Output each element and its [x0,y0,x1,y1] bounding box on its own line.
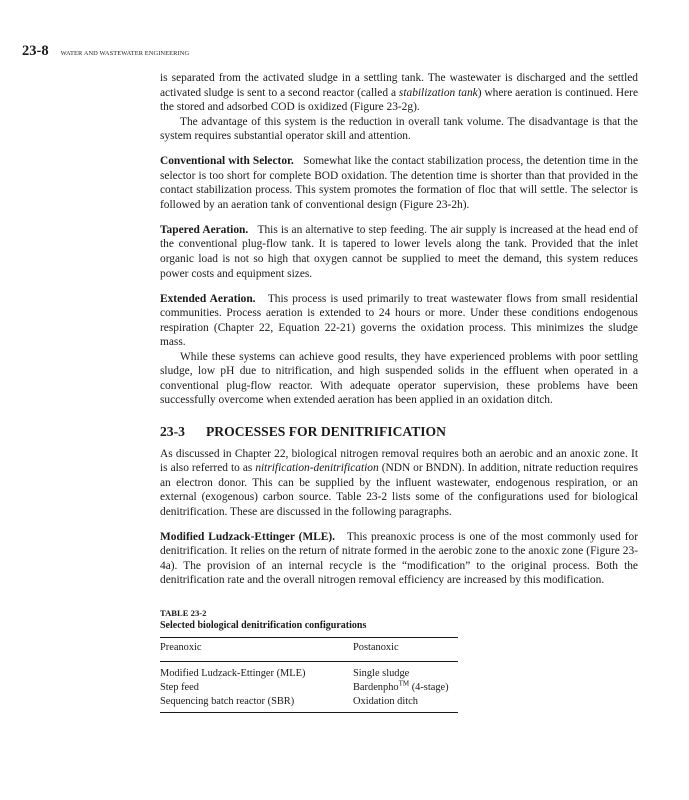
run-in-heading: Tapered Aeration. [160,223,249,236]
trademark-mark: TM [398,679,410,688]
column-header: Postanoxic [353,641,399,653]
run-in-heading: Modified Ludzack-Ettinger (MLE). [160,530,336,543]
table-row [160,681,458,695]
table-cell: Single sludge [353,667,410,679]
run-in-heading: Conventional with Selector. [160,155,294,168]
section-number: 23-3 [160,423,185,439]
table-cell: Bardenpho™ (4-stage) [353,679,449,693]
table-cell: Sequencing batch reactor (SBR) [160,695,295,707]
run-in-heading: Extended Aeration. [160,292,256,305]
paragraph: While these systems can achieve good results, they have experienced problems with poor settling sludge, low pH due to nitrification, and high suspended solids in the effluent when operated in a conventional plug-flow reactor. With adequate operator supervision, these problems have been successfully overcome when extended aeration has been applied in an oxidation ditch. [160,350,638,407]
paragraph-conventional-selector: Conventional with Selector. Somewhat like the contact stabilization process, the detention time in the selector is too short for complete BOD oxidation. The detention time is shorter than that provided in the contact stabilization process. This system promotes the formation of floc that will settle. The selector is followed by an aeration tank of conventional design (Figure 23-2h). [160,155,639,211]
denitrification-table [160,637,458,713]
column-header: Preanoxic [160,641,202,653]
paragraph-mle: Modified Ludzack-Ettinger (MLE). This preanoxic process is one of the most commonly used for denitrification. It relies on the return of nitrate formed in the aerobic zone to the anoxic zone (Figure 23-4a). The provision of an internal recycle is the “modification” to the original process. Both the denitrification rate and the overall nitrogen removal efficiency are increased by this modification. [160,530,638,587]
section-heading [160,425,638,440]
table-cell: Step feed [160,681,199,693]
section-title: PROCESSES FOR DENITRIFICATION [206,423,446,439]
table-header-row [160,637,458,661]
paragraph-extended-aeration: Extended Aeration. This process is used primarily to treat wastewater flows from small residential communities. Process aeration is extended to 24 hours or more. Under these conditions endogenous respiration (Chapter 22, Equation 22-21) governs the oxidation process. This minimizes the sludge mass. [160,292,639,349]
emphasis-term: nitrification-denitrification [255,462,379,475]
table-row [160,695,458,713]
paragraph-tapered-aeration: Tapered Aeration. This is an alternative to step feeding. The air supply is increased at the head end of the conventional plug-flow tank. It is tapered to lower levels along the tank. Provided that the inlet organic load is not so high that oxygen cannot be supplied to meet the demand, this system reduces power costs and equipment sizes. [160,223,638,280]
table-row [160,661,458,681]
paragraph: The advantage of this system is the reduction in overall tank volume. The disadvantage is that the system requires substantial operator skill and attention. [160,115,638,143]
running-head: WATER AND WASTEWATER ENGINEERING [60,50,190,57]
paragraph: is separated from the activated sludge in a settling tank. The wastewater is discharged and the settled activated sludge is sent to a second reactor (called a stabilization tank) where aeration is continued. Here the stored and adsorbed COD is oxidized (Figure 23-2g). [160,72,638,114]
paragraph: As discussed in Chapter 22, biological nitrogen removal requires both an aerobic and an anoxic zone. It is also referred to as nitrification-denitrification (NDN or BNDN). In addition, nitrate reduction requires an electron donor. This can be supplied by the influent wastewater, endogenous respiration, or an external (exogenous) carbon source. Table 23-2 lists some of the configurations used for biological denitrification. These are discussed in the following paragraphs. [160,447,638,518]
table-cell: Oxidation ditch [353,695,418,707]
page-number: 23-8 [22,43,49,59]
emphasis-term: stabilization tank [398,86,478,99]
table-title: Selected biological denitrification configurations [160,619,367,631]
page-header [22,42,189,60]
table-label: TABLE 23-2 [160,607,207,618]
main-text-column [160,71,638,713]
table-cell: Modified Ludzack-Ettinger (MLE) [160,667,306,679]
